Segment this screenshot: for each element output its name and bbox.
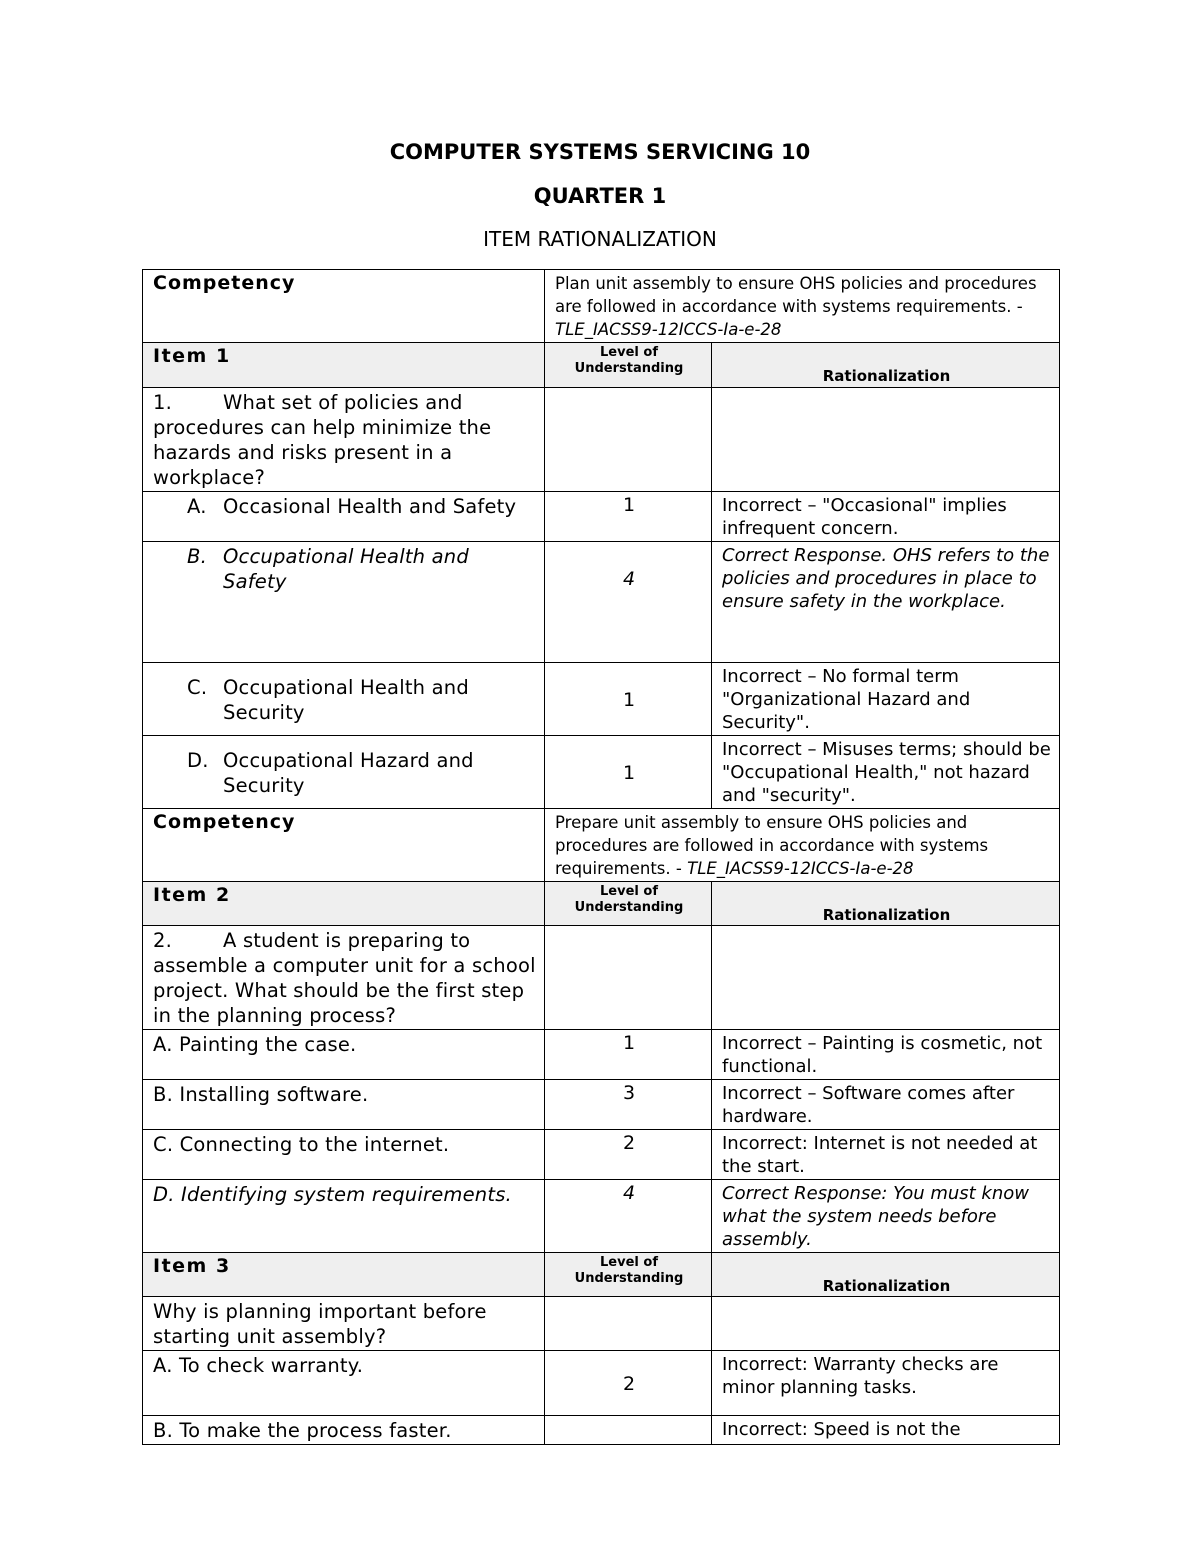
option-letter: A. [187,495,207,518]
question-body: Why is planning important before starting unit assembly? [143,1297,545,1351]
option-cell [143,663,545,736]
rationalization-header: Rationalization [712,882,1060,926]
rationale-text: Incorrect: Speed is not the [712,1416,1060,1445]
rationale-text: Incorrect: Internet is not needed at the start. [712,1130,1060,1180]
level-value: 1 [545,736,712,809]
item-header-row [143,1253,1060,1297]
option-letter: D. [187,749,209,772]
option-cell [143,736,545,809]
document-title: COMPUTER SYSTEMS SERVICING 10 [389,140,811,164]
question-row [143,1297,1060,1351]
level-value: 4 [545,542,712,663]
rationale-text: Incorrect: Warranty checks are minor planning tasks. [712,1351,1060,1416]
competency-text: Plan unit assembly to ensure OHS policies and procedures are followed in accordance with systems requirements. - [555,274,1037,316]
option-cell [143,542,545,663]
option-cell [143,492,545,542]
competency-row [143,270,1060,343]
question-text [143,926,545,1030]
empty-cell [712,1297,1060,1351]
level-header: Level of Understanding [545,343,712,388]
competency-label: Competency [143,809,545,882]
level-value: 1 [545,492,712,542]
question-body: What set of policies and procedures can help minimize the hazards and risks present in a workplace? [153,391,492,489]
competency-code: TLE_IACSS9-12ICCS-Ia-e-28 [555,320,782,339]
level-header: Level of Understanding [545,882,712,926]
option-row [143,663,1060,736]
rationalization-header: Rationalization [712,1253,1060,1297]
rationale-text: Incorrect – No formal term "Organizational Hazard and Security". [712,663,1060,736]
rationale-text: Incorrect – Software comes after hardware. [712,1080,1060,1130]
empty-cell [545,1297,712,1351]
option-row [143,1180,1060,1253]
rationale-text: Incorrect – Misuses terms; should be "Occupational Health," not hazard and "security". [712,736,1060,809]
option-letter: B. [187,545,207,568]
level-value [545,1416,712,1445]
option-text: A. Painting the case. [143,1030,545,1080]
option-row [143,1080,1060,1130]
option-row [143,542,1060,663]
option-text: Occupational Hazard and Security [223,749,474,797]
option-row [143,1351,1060,1416]
rationale-text: Incorrect – Painting is cosmetic, not functional. [712,1030,1060,1080]
empty-cell [712,388,1060,492]
rationale-text: Correct Response: You must know what the system needs before assembly. [712,1180,1060,1253]
competency-description [545,270,1060,343]
level-value: 3 [545,1080,712,1130]
option-row [143,492,1060,542]
question-row [143,926,1060,1030]
option-text: C. Connecting to the internet. [143,1130,545,1180]
option-text: A. To check warranty. [143,1351,545,1416]
level-header: Level of Understanding [545,1253,712,1297]
item-label: Item 3 [143,1253,545,1297]
option-row [143,1416,1060,1445]
rationale-text: Correct Response. OHS refers to the policies and procedures in place to ensure safety in the workplace. [712,542,1060,663]
option-letter: C. [187,676,208,699]
competency-description [545,809,1060,882]
question-body: A student is preparing to assemble a computer unit for a school project. What should be the first step in the planning process? [153,929,536,1027]
option-text: B. Installing software. [143,1080,545,1130]
item-label: Item 2 [143,882,545,926]
level-value: 2 [545,1130,712,1180]
item-header-row [143,343,1060,388]
quarter-heading: QUARTER 1 [533,184,667,208]
item-header-row [143,882,1060,926]
item-label: Item 1 [143,343,545,388]
empty-cell [545,388,712,492]
option-row [143,1030,1060,1080]
level-value: 1 [545,663,712,736]
competency-text: Prepare unit assembly to ensure OHS policies and procedures are followed in accordance with systems requirements. - [555,813,989,878]
question-text [143,388,545,492]
question-row [143,388,1060,492]
competency-label: Competency [143,270,545,343]
rationalization-header: Rationalization [712,343,1060,388]
option-text: Occupational Health and Security [223,676,469,724]
option-row [143,1130,1060,1180]
competency-code: TLE_IACSS9-12ICCS-Ia-e-28 [687,859,914,878]
question-number: 2. [153,929,173,952]
option-text: Occupational Health and Safety [223,545,469,593]
section-subtitle: ITEM RATIONALIZATION [483,227,717,251]
option-text: D. Identifying system requirements. [143,1180,545,1253]
empty-cell [712,926,1060,1030]
level-value: 2 [545,1351,712,1416]
competency-row [143,809,1060,882]
level-value: 4 [545,1180,712,1253]
option-text: B. To make the process faster. [143,1416,545,1445]
level-value: 1 [545,1030,712,1080]
option-text: Occasional Health and Safety [223,495,517,518]
option-row [143,736,1060,809]
rationalization-table [142,269,1060,1445]
empty-cell [545,926,712,1030]
question-number: 1. [153,391,173,414]
rationale-text: Incorrect – "Occasional" implies infrequent concern. [712,492,1060,542]
